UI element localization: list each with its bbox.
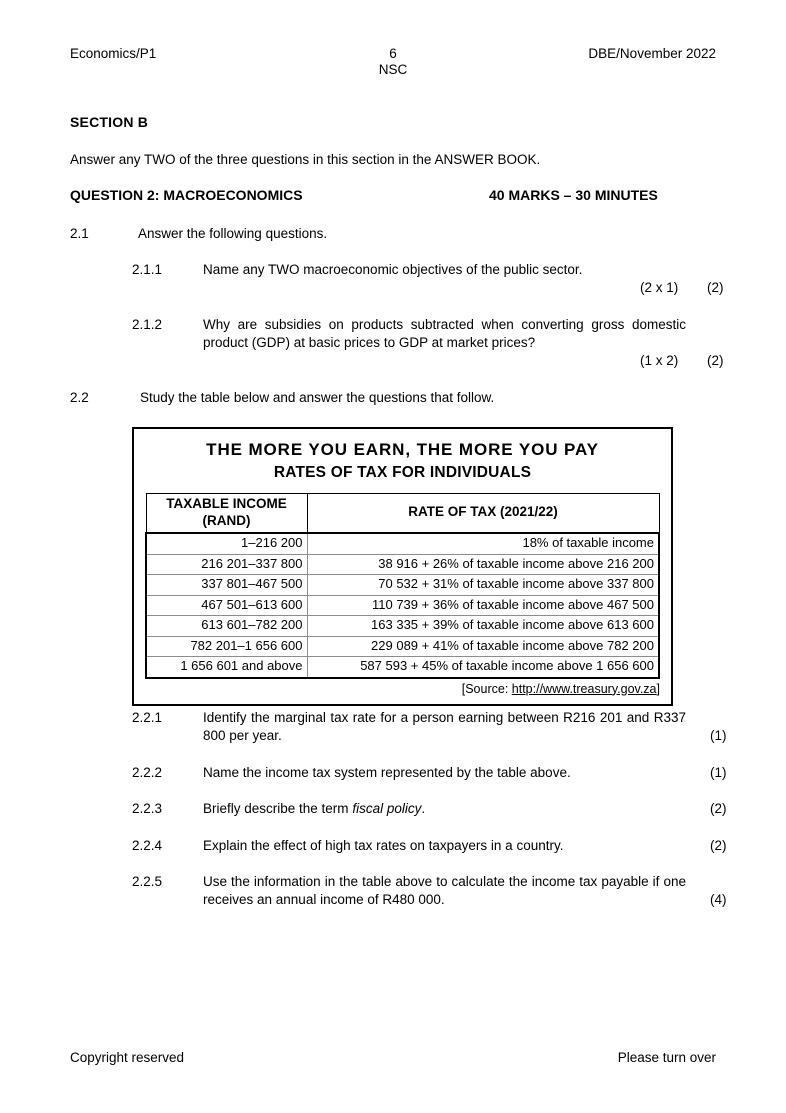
question-2-2-text: Study the table below and answer the questions that follow. <box>140 390 495 405</box>
question-2-1-text: Answer the following questions. <box>138 226 328 241</box>
table-row <box>146 636 659 657</box>
question-2-2-4-number: 2.2.4 <box>132 838 163 853</box>
source-attribution-suffix: ] <box>656 681 660 696</box>
tax-bracket-income: 467 501–613 600 <box>146 595 307 616</box>
source-attribution <box>145 681 660 697</box>
running-head-exam-ref: DBE/November 2022 <box>588 46 716 61</box>
tax-table-head <box>146 494 659 534</box>
question-2-1-2-number: 2.1.2 <box>132 317 163 332</box>
tax-bracket-rate: 110 739 + 36% of taxable income above 467 500 <box>307 595 659 616</box>
question-2-2-1-mark: (1) <box>710 728 727 743</box>
page-footer <box>70 1050 716 1068</box>
question-2-2-5-mark: (4) <box>710 892 727 907</box>
question-2-2-2-text: Name the income tax system represented by the table above. <box>203 765 571 780</box>
question-2-1-number: 2.1 <box>70 226 89 241</box>
question-2-2-3-text-before: Briefly describe the term <box>203 801 353 816</box>
table-row <box>146 595 659 616</box>
table-row <box>146 616 659 637</box>
question-2-2-4-text: Explain the effect of high tax rates on taxpayers in a country. <box>203 838 564 853</box>
question-2-2-5-text: Use the information in the table above to calculate the income tax payable if one receives an annual income of R480 000. <box>203 874 686 907</box>
tax-bracket-income: 782 201–1 656 600 <box>146 636 307 657</box>
tax-table-header-row <box>146 494 659 534</box>
question-2-1-1-number: 2.1.1 <box>132 262 163 277</box>
table-row <box>146 575 659 596</box>
question-2-2-4-mark: (2) <box>710 838 727 853</box>
tax-rates-table <box>145 493 660 679</box>
table-row <box>146 657 659 678</box>
tax-bracket-rate: 70 532 + 31% of taxable income above 337 800 <box>307 575 659 596</box>
tax-bracket-rate: 163 335 + 39% of taxable income above 613 600 <box>307 616 659 637</box>
source-attribution-url[interactable]: http://www.treasury.gov.za <box>511 681 657 696</box>
tax-bracket-rate: 18% of taxable income <box>307 533 659 554</box>
source-box <box>132 427 673 706</box>
page-number: 6 <box>389 46 397 61</box>
tax-table-header-income-line2: (RAND) <box>202 512 251 528</box>
tax-bracket-income: 216 201–337 800 <box>146 554 307 575</box>
running-head <box>70 46 716 80</box>
question-2-1-2-calc: (1 x 2) <box>640 353 679 368</box>
tax-table-header-rate: RATE OF TAX (2021/22) <box>307 494 659 534</box>
source-box-subtitle: RATES OF TAX FOR INDIVIDUALS <box>273 464 532 481</box>
question-2-2-1-text: Identify the marginal tax rate for a person earning between R216 201 and R337 800 per year. <box>203 710 686 743</box>
source-attribution-prefix: [Source: <box>461 681 512 696</box>
question-2-2-3-term: fiscal policy <box>352 801 422 816</box>
section-heading: SECTION B <box>70 114 149 130</box>
tax-table-header-income <box>146 494 307 534</box>
table-row <box>146 533 659 554</box>
question-2-title: QUESTION 2: MACROECONOMICS <box>70 187 303 203</box>
question-2-heading <box>70 187 716 206</box>
question-2-1-1-mark: (2) <box>707 280 724 295</box>
tax-bracket-rate: 587 593 + 45% of taxable income above 1 656 600 <box>307 657 659 678</box>
question-2-2-3-text <box>203 800 703 818</box>
question-2-1-2-text: Why are subsidies on products subtracted when converting gross domestic product (GDP) at basic prices to GDP at market prices? <box>203 317 686 350</box>
question-2-2-5-number: 2.2.5 <box>132 874 163 889</box>
question-2-2-1-number: 2.2.1 <box>132 710 163 725</box>
tax-bracket-income: 1 656 601 and above <box>146 657 307 678</box>
question-2-1-2-marks <box>132 352 724 370</box>
tax-bracket-rate: 229 089 + 41% of taxable income above 782 200 <box>307 636 659 657</box>
tax-table-body <box>146 533 659 678</box>
table-row <box>146 554 659 575</box>
footer-turn-over: Please turn over <box>617 1050 716 1065</box>
tax-bracket-rate: 38 916 + 26% of taxable income above 216 200 <box>307 554 659 575</box>
tax-bracket-income: 337 801–467 500 <box>146 575 307 596</box>
source-box-title: THE MORE YOU EARN, THE MORE YOU PAY <box>206 440 599 459</box>
question-2-1-1-calc: (2 x 1) <box>640 280 679 295</box>
section-instruction: Answer any TWO of the three questions in this section in the ANSWER BOOK. <box>70 152 541 167</box>
tax-bracket-income: 613 601–782 200 <box>146 616 307 637</box>
question-2-2-number: 2.2 <box>70 390 89 405</box>
question-2-2-3-mark: (2) <box>710 801 727 816</box>
tax-table-header-income-line1: TAXABLE INCOME <box>166 496 287 511</box>
question-2-marks: 40 MARKS – 30 MINUTES <box>489 187 658 203</box>
running-head-nsc: NSC <box>378 62 408 77</box>
question-2-1-1-marks <box>132 279 724 297</box>
question-2-1-2-mark: (2) <box>707 353 724 368</box>
question-2-2-3-text-after: . <box>421 801 426 816</box>
tax-bracket-income: 1–216 200 <box>146 533 307 554</box>
running-head-subject: Economics/P1 <box>70 46 157 61</box>
question-2-2-3-number: 2.2.3 <box>132 801 163 816</box>
question-2-1-1-text: Name any TWO macroeconomic objectives of the public sector. <box>203 262 583 277</box>
footer-copyright: Copyright reserved <box>70 1050 185 1065</box>
question-2-2-2-mark: (1) <box>710 765 727 780</box>
question-2-2-2-number: 2.2.2 <box>132 765 163 780</box>
